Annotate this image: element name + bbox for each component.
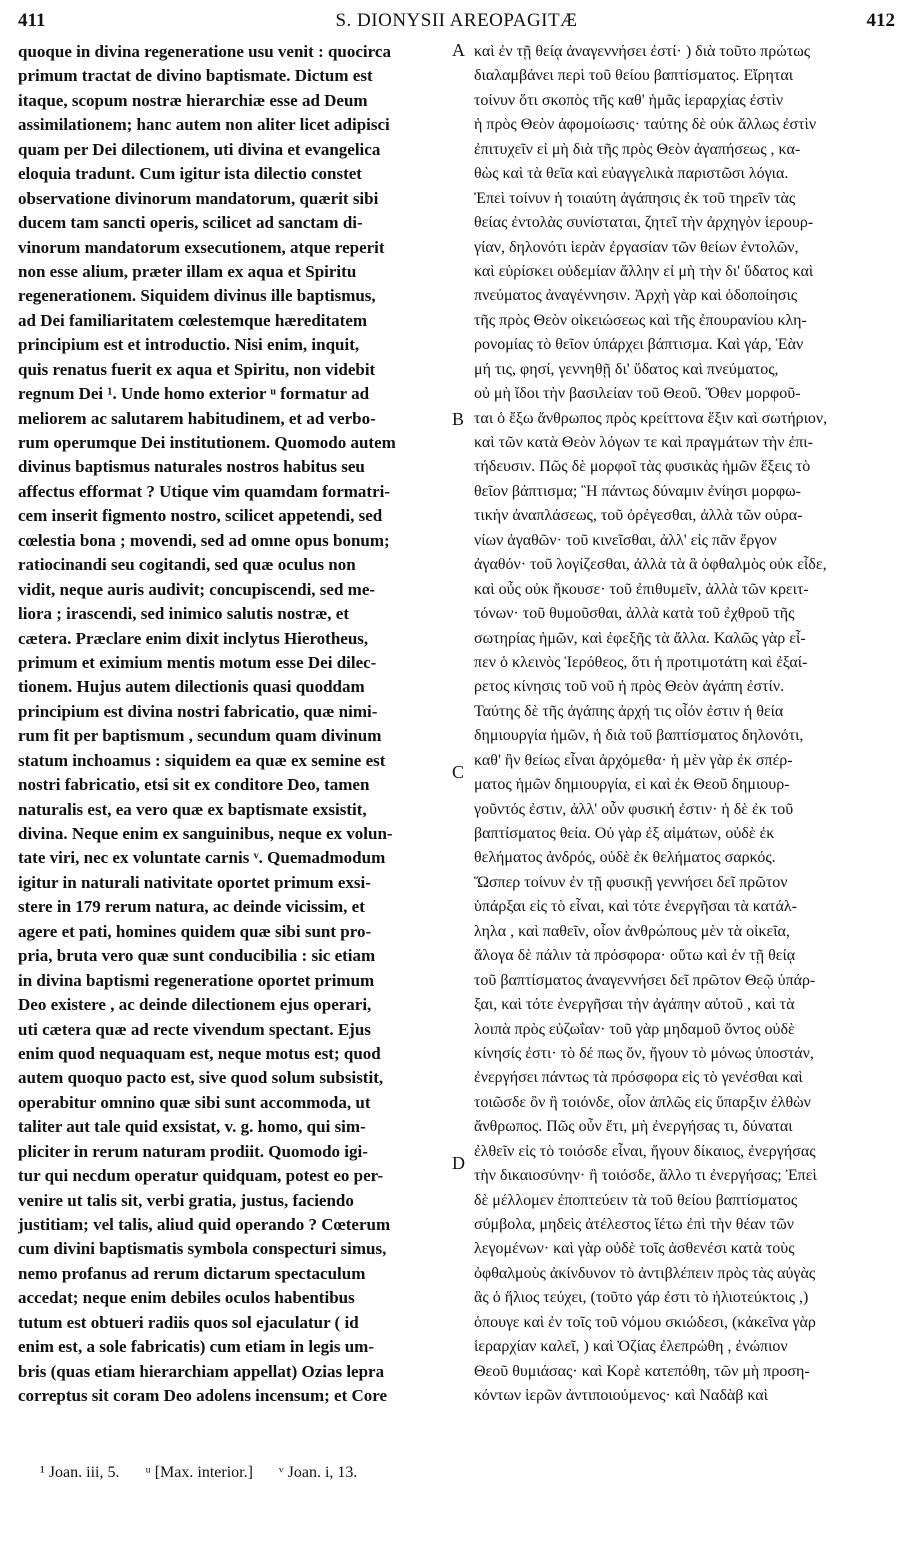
margin-letter-c: C (452, 762, 465, 782)
text-line: autem quoquo pacto est, sive quod solum subsistit, (18, 1068, 384, 1088)
text-line: ducem tam sancti operis, scilicet ad sanctam di- (18, 213, 363, 233)
text-line: primum et eximium mentis motum esse Dei dilec- (18, 652, 377, 672)
text-line: tate viri, nec ex voluntate carnis ᵛ. Quemadmodum (18, 848, 386, 868)
text-line: ἱεραρχίαν καλεῖ, ) καὶ Ὀζίας ἐλεπρώθη , ἐνώπιον (474, 1338, 788, 1356)
text-line: Ὥσπερ τοίνυν ἐν τῇ φυσικῇ γεννήσει δεῖ πρῶτον (474, 873, 788, 891)
text-line: λοιπὰ πρὸς εὐζωΐαν· τοῦ γὰρ μηδαμοῦ ὄντος οὐδὲ (474, 1020, 795, 1038)
text-line: nemo profanus ad rerum dictarum spectaculum (18, 1263, 366, 1283)
text-line: cætera. Præclare enim dixit inclytus Hierotheus, (18, 628, 369, 648)
text-line: principium est divina nostri fabricatio, quæ nimi- (18, 701, 378, 721)
text-line: τοιῶσδε ὂν ἢ τοιόνδε, οἷον ἁπλῶς εἰς ὕπαρξιν ἐλθὼν (474, 1093, 811, 1111)
text-line: ἐνεργήσει πάντως τὰ πρόσφορα εἰς τὸ γενέσθαι καὶ (474, 1069, 803, 1087)
text-line: καὶ εὑρίσκει οὐδεμίαν ἄλλην εἰ μὴ τὴν δι' ὕδατος καὶ (474, 262, 814, 280)
text-line: justitiam; vel talis, aliud quid operando ? Cœterum (18, 1215, 391, 1234)
text-line: quam per Dei dilectionem, uti divina et evangelica (18, 139, 381, 159)
text-line: ματος ἡμῶν δημιουργία, εἰ καὶ ἐκ Θεοῦ δημιουρ- (474, 776, 790, 794)
text-line: operabitur omnino quæ sibi sunt accommoda, ut (18, 1092, 371, 1112)
text-line: taliter aut tale quid exsistat, v. g. homo, qui sim- (18, 1117, 366, 1137)
text-line: τοῦ βαπτίσματος ἀναγεννήσει δεῖ πρῶτον Θεῷ ὑπάρ- (474, 971, 816, 989)
text-line: non esse alium, præter illam ex aqua et Spiritu (18, 261, 357, 281)
text-line: vidit, neque auris audivit; concupiscendi, sed me- (18, 579, 376, 599)
text-line: stere in 179 rerum natura, ac deinde vicissim, et (18, 897, 365, 917)
text-line: ξαι, καὶ τότε ἐνεργῆσαι τὴν ἀγάπην αὐτοῦ , καὶ τὰ (474, 996, 795, 1014)
text-line: rum fit per baptismum , secundum quam divinum (18, 726, 382, 746)
text-line: ἡ πρὸς Θεὸν ἀφομοίωσις· ταύτης δὲ οὐκ ἄλλως ἐστὶν (474, 116, 817, 134)
greek-column (474, 40, 899, 1409)
text-line: tutum est obtueri radiis quos sol ejaculatur ( id (18, 1312, 359, 1332)
text-line: κόντων ἱερῶν ἀντιποιούμενος· καὶ Ναδὰβ καὶ (474, 1387, 768, 1405)
text-line: Ταύτης δὲ τῆς ἀγάπης ἀρχή τις οἷόν ἐστιν ἡ θεία (474, 702, 784, 720)
running-title: S. DIONYSII AREOPAGITÆ (335, 10, 578, 31)
text-line: cem inserit figmento nostro, scilicet appetendi, sed (18, 506, 383, 526)
text-line: τικὴν ἀναπλάσεως, τοῦ ὀρέγεσθαι, ἀλλὰ τῶν οὐρα- (474, 507, 803, 525)
text-line: ἄλογα δὲ πάλιν τὰ πρόσφορα· οὕτω καὶ ἐν τῇ θείᾳ (474, 947, 796, 965)
text-line: venire ut talis sit, verbi gratia, justus, faciendo (18, 1190, 354, 1210)
text-line: Ἐπεὶ τοίνυν ἡ τοιαύτη ἀγάπησις ἐκ τοῦ τηρεῖν τὰς (474, 189, 796, 207)
text-line: enim quod nequaquam est, neque motus est; quod (18, 1043, 381, 1063)
page-number-right: 412 (866, 10, 895, 31)
text-line: κίνησίς ἐστι· τὸ δέ πως ὄν, ἤγουν τὸ μόνως ὑποστάν, (474, 1044, 814, 1062)
text-line: enim est, a sole fabricatis) cum etiam in legis um- (18, 1337, 374, 1357)
footnote-1: ¹ Joan. iii, 5. (40, 1464, 120, 1481)
text-line: θεῖον βάπτισμα; Ἢ πάντως δύναμιν ἐνίησι μορφω- (474, 482, 801, 500)
text-line: in divina baptismi regeneratione oportet primum (18, 970, 375, 990)
text-line: σωτηρίας ἡμῶν, καὶ ἐφεξῆς τὰ ἄλλα. Καλῶς γὰρ εἶ- (474, 629, 806, 647)
text-line: δημιουργία ἡμῶν, ἡ διὰ τοῦ βαπτίσματος δηλονότι, (474, 727, 804, 745)
text-line: uti cætera quæ ad recte vivendum spectant. Ejus (18, 1019, 371, 1039)
text-line: ἄνθρωπος. Πῶς οὖν ἔτι, μὴ ἐνεργήσας τι, δύναται (474, 1118, 793, 1136)
text-line: πεν ὁ κλεινὸς Ἱερόθεος, ὅτι ἡ προτιμοτάτη καὶ ἐξαί- (474, 653, 808, 671)
text-line: bris (quas etiam hierarchiam appellat) Ozias lepra (18, 1361, 385, 1381)
text-line: observatione divinorum mandatorum, quærit sibi (18, 188, 379, 208)
margin-letter-a: A (452, 40, 465, 60)
text-line: θὼς καὶ τὰ θεῖα καὶ εὐαγγελικὰ παριστῶσι λόγια. (474, 165, 789, 183)
text-line: statum inchoamus : siquidem ea quæ ex semine est (18, 750, 386, 770)
text-line: ratiocinandi seu cogitandi, sed quæ oculus non (18, 555, 356, 575)
margin-letter-d: D (452, 1153, 465, 1173)
text-line: μή τις, φησί, γεννηθῇ δι' ὕδατος καὶ πνεύματος, (474, 360, 779, 378)
text-line: ἀγαθόν· τοῦ λογίζεσθαι, ἀλλὰ τὰ ἃ ὀφθαλμὸς οὐκ εἶδε, (474, 556, 827, 574)
text-line: accedat; neque enim debiles oculos habentibus (18, 1288, 355, 1308)
text-line: γίαν, δηλονότι ἱερὰν ἐργασίαν τῶν θείων ἐντολῶν, (474, 238, 799, 256)
text-line: naturalis est, ea vero quæ ex baptismate exsistit, (18, 799, 367, 819)
text-line: ρετος κίνησις τοῦ νοῦ ἡ πρὸς Θεὸν ἀγάπη ἐστίν. (474, 678, 785, 696)
text-line: agere et pati, homines quidem quæ sibi sunt pro- (18, 921, 372, 941)
text-line: θελήματος ἀνδρός, οὐδὲ ἐκ θελήματος σαρκός. (474, 849, 776, 867)
text-line: γοῦντός ἐστιν, ἀλλ' οὖν φυσική ἐστιν· ἡ δὲ ἐκ τοῦ (474, 800, 794, 818)
text-line: pliciter in rerum naturam prodiit. Quomodo igi- (18, 1141, 368, 1161)
text-line: rum operumque Dei institutionem. Quomodo autem (18, 433, 396, 452)
text-line: assimilationem; hanc autem non aliter licet adipisci (18, 115, 390, 135)
text-line: ad Dei familiaritatem cœlestemque hæreditatem (18, 310, 368, 330)
text-line: regenerationem. Siquidem divinus ille baptismus, (18, 286, 376, 306)
text-line: itaque, scopum nostræ hierarchiæ esse ad Deum (18, 90, 368, 110)
text-line: regnum Dei ¹. Unde homo exterior ᵘ formatur ad (18, 384, 370, 404)
text-line: ληλα , καὶ παθεῖν, οἷον ἀνθρώπους μὲν τὰ οἰκεῖα, (474, 922, 790, 940)
text-line: principium est et introductio. Nisi enim, inquit, (18, 335, 360, 355)
text-line: divinus baptismus naturales nostros habitus seu (18, 457, 365, 477)
text-line: καθ' ἣν θείως εἶναι ἀρχόμεθα· ἡ μὲν γὰρ ἐκ σπέρ- (474, 751, 793, 769)
text-line: πνεύματος ἀναγέννησιν. Ἀρχὴ γὰρ καὶ ὁδοποίησις (474, 287, 798, 305)
footnote-3: ᵛ Joan. i, 13. (278, 1464, 358, 1481)
text-line: primum tractat de divino baptismate. Dictum est (18, 66, 373, 86)
footnotes (40, 1464, 379, 1482)
text-line: θείας ἐντολὰς συνίσταται, ζητεῖ τὴν ἀρχηγὸν ἱερουρ- (474, 214, 814, 232)
latin-column (18, 40, 448, 1409)
page-number-left: 411 (18, 10, 46, 31)
text-line: καὶ οὖς οὐκ ἤκουσε· τοῦ ἐπιθυμεῖν, ἀλλὰ τῶν κρειτ- (474, 580, 809, 598)
text-line: καὶ τῶν κατὰ Θεὸν λόγων τε καὶ πραγμάτων τὴν ἐπι- (474, 434, 813, 451)
text-line: divina. Neque enim ex sanguinibus, neque ex volun- (18, 824, 393, 843)
text-line: ται ὁ ἔξω ἄνθρωπος πρὸς κρείττονα ἕξιν καὶ σωτήριον, (474, 409, 828, 427)
text-line: τήδευσιν. Πῶς δὲ μορφοῖ τὰς φυσικὰς ἡμῶν ἕξεις τὸ (474, 458, 811, 476)
text-line: τῆς πρὸς Θεὸν οἰκειώσεως καὶ τῆς ἐπουρανίου κλη- (474, 311, 807, 329)
text-line: δὲ μέλλομεν ἐποπτεύειν τὰ τοῦ θείου βαπτίσματος (474, 1191, 798, 1209)
text-line: meliorem ac salutarem habitudinem, et ad verbo- (18, 408, 376, 428)
text-line: cum divini baptismatis symbola conspecturi simus, (18, 1239, 387, 1259)
text-line: καὶ ἐν τῇ θείᾳ ἀναγεννήσει ἐστί· ) διὰ τοῦτο πρώτως (474, 43, 811, 60)
text-line: pria, bruta vero quæ sunt conducibilia : sic etiam (18, 946, 376, 966)
text-line: affectus efformat ? Utique vim quamdam formatri- (18, 481, 391, 501)
text-line: τοίνυν ὅτι σκοπὸς τῆς καθ' ἡμᾶς ἱεραρχίας ἐστὶν (474, 91, 784, 109)
text-line: ἐπιτυχεῖν εἰ μὴ διὰ τῆς πρὸς Θεὸν ἀγαπήσεως , κα- (474, 140, 801, 158)
text-line: correptus sit coram Deo adolens incensum; et Core (18, 1386, 388, 1406)
text-line: διαλαμβάνει περὶ τοῦ θείου βαπτίσματος. Εἴρηται (474, 67, 794, 85)
page-header (18, 10, 895, 38)
text-line: οὐ μὴ ἴδοι τὴν βασιλείαν τοῦ Θεοῦ. Ὅθεν μορφοῦ- (474, 385, 801, 403)
text-line: τὴν δικαιοσύνην· ἢ τοιόσδε, ἄλλο τι ἐνεργήσας; Ἐπεὶ (474, 1167, 817, 1185)
text-line: igitur in naturali nativitate oportet primum exsi- (18, 872, 371, 892)
text-line: ἃς ὁ ἥλιος τεύχει, (τοῦτο γάρ ἐστι τὸ ἡλιοτεύκτοις ,) (474, 1289, 809, 1307)
text-line: quis renatus fuerit ex aqua et Spiritu, non videbit (18, 359, 376, 379)
text-line: liora ; irascendi, sed inimico salutis nostræ, et (18, 604, 350, 624)
text-line: tur qui necdum operatur quidquam, potest eo per- (18, 1166, 384, 1186)
text-line: Θεοῦ θυμιάσας· καὶ Κορὲ κατεπόθη, τῶν μὴ προση- (474, 1362, 810, 1380)
text-line: eloquia tradunt. Cum igitur ista dilectio constet (18, 164, 362, 184)
text-line: ρονομίας τὸ θεῖον ὑπάρχει βάπτισμα. Καὶ γάρ, Ἐὰν (474, 336, 804, 354)
text-line: νίων ἀγαθῶν· τοῦ κινεῖσθαι, ἀλλ' εἰς πᾶν ἔργον (474, 531, 777, 549)
text-line: ἐλθεῖν εἰς τὸ τοιόσδε εἶναι, ἤγουν δίκαιος, ἐνεργήσας (474, 1142, 816, 1160)
text-line: cœlestia bona ; movendi, sed ad omne opus bonum; (18, 530, 390, 550)
text-line: ὑπάρξαι εἰς τὸ εἶναι, καὶ τότε ἐνεργῆσαι τὰ κατάλ- (474, 898, 797, 916)
margin-letter-b: B (452, 409, 465, 429)
text-line: σύμβολα, μηδεὶς ἀτέλεστος ἴέτω ἐπὶ τὴν θέαν τῶν (474, 1216, 794, 1233)
text-line: τόνων· τοῦ θυμοῦσθαι, ἀλλὰ κατὰ τοῦ ἐχθροῦ τῆς (474, 605, 795, 623)
text-line: βαπτίσματος θεία. Οὐ γὰρ ἐξ αἱμάτων, οὐδὲ ἐκ (474, 825, 775, 842)
text-line: ὀφθαλμοὺς ἀκίνδυνον τὸ ἀντιβλέπειν πρὸς τὰς αὐγὰς (474, 1264, 816, 1282)
text-line: λεγομένων· καὶ γὰρ οὐδὲ τοῖς ἀσθενέσι κατὰ τοὺς (474, 1240, 795, 1258)
text-line: Deo existere , ac deinde dilectionem ejus operari, (18, 995, 372, 1015)
footnote-2: ᵘ [Max. interior.] (145, 1464, 253, 1481)
text-line: tionem. Hujus autem dilectionis quasi quoddam (18, 677, 365, 697)
text-line: vinorum mandatorum exsecutionem, atque reperit (18, 237, 385, 257)
text-line: nostri fabricatio, etsi sit ex conditore Deo, tamen (18, 775, 370, 795)
text-line: ὁπουγε καὶ ἐν τοῖς τοῦ νόμου σκιώδεσι, (κἀκεῖνα γὰρ (474, 1313, 816, 1331)
text-line: quoque in divina regeneratione usu venit : quocirca (18, 42, 391, 61)
